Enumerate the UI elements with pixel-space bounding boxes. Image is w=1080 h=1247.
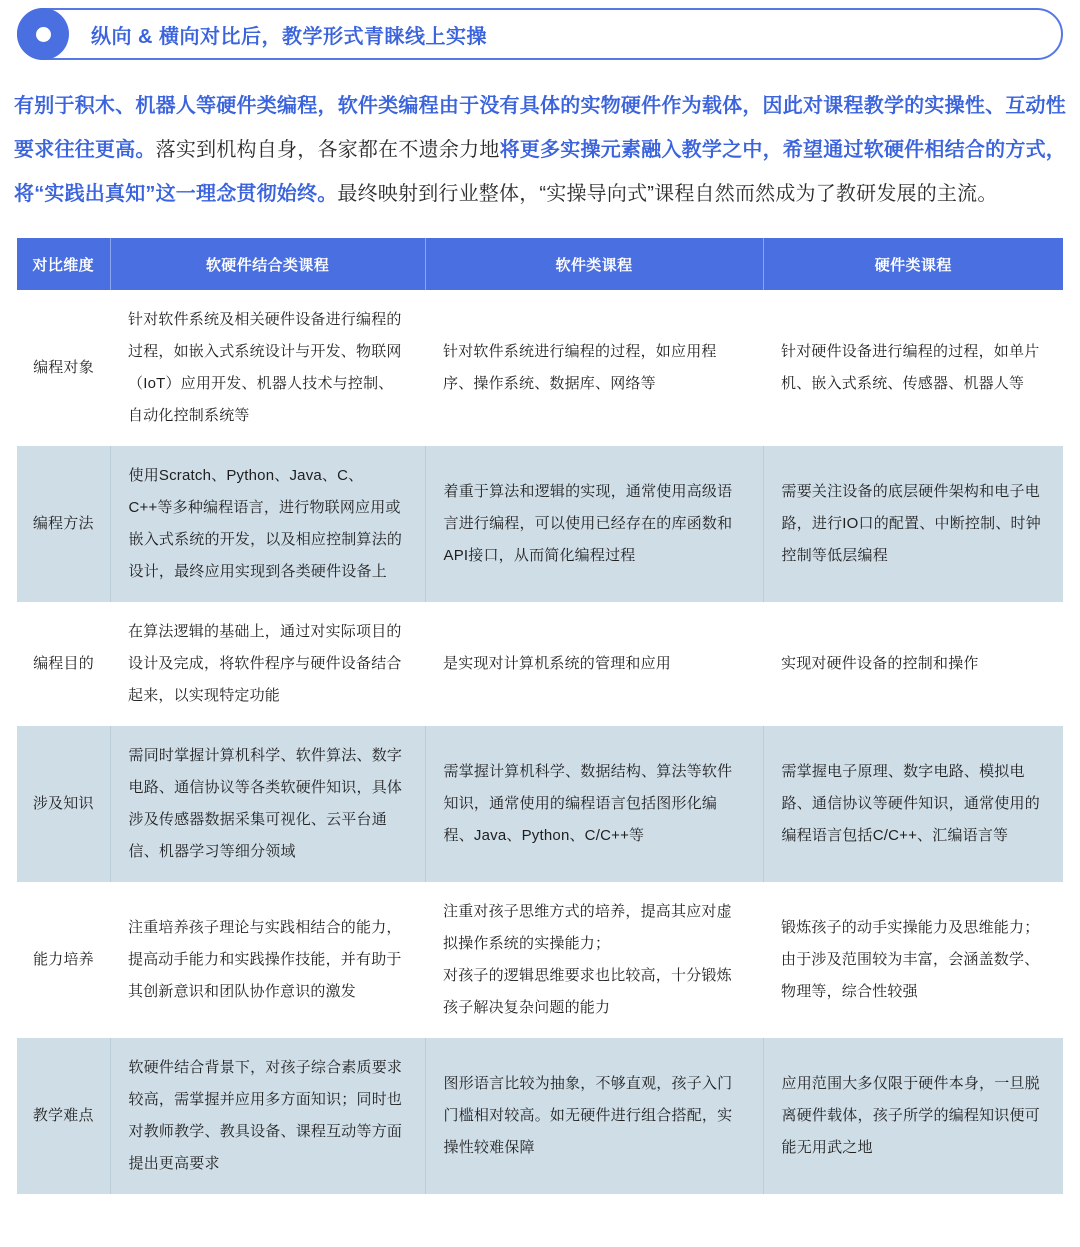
column-header-combined: 软硬件结合类课程 bbox=[110, 238, 425, 290]
cell-combined bbox=[110, 882, 425, 1038]
cell-hardware bbox=[763, 882, 1063, 1038]
cell-line: 注重对孩子思维方式的培养，提高其应对虚拟操作系统的实操能力； bbox=[443, 903, 732, 952]
cell-line: 针对硬件设备进行编程的过程，如单片机、嵌入式系统、传感器、机器人等 bbox=[781, 343, 1040, 392]
circle-inner-dot bbox=[36, 27, 51, 42]
column-header-hardware: 硬件类课程 bbox=[763, 238, 1063, 290]
cell-software bbox=[425, 882, 763, 1038]
table-row bbox=[17, 882, 1063, 1038]
table-body bbox=[17, 290, 1063, 1194]
cell-line: 使用Scratch、Python、Java、C、C++等多种编程语言，进行物联网应用或嵌入式系统的开发，以及相应控制算法的设计，最终应用实现到各类硬件设备上 bbox=[128, 467, 403, 580]
cell-dimension: 编程方法 bbox=[17, 446, 110, 602]
cell-line: 注重培养孩子理论与实践相结合的能力，提高动手能力和实践操作技能，并有助于其创新意识和团队协作意识的激发 bbox=[128, 919, 402, 1000]
cell-software bbox=[425, 726, 763, 882]
intro-segment-3: 最终映射到行业整体，“实操导向式”课程自然而然成为了教研发展的主流。 bbox=[337, 183, 998, 205]
intro-segment-2: 将更多实操元素融入教学之中，希望通过软硬件相结合的方式，将“实践出真知”这一理念贯彻始终。 bbox=[14, 139, 1066, 205]
cell-line: 需掌握电子原理、数字电路、模拟电路、通信协议等硬件知识，通常使用的编程语言包括C/C++、汇编语言等 bbox=[781, 763, 1040, 844]
cell-line: 图形语言比较为抽象，不够直观，孩子入门门槛相对较高。如无硬件进行组合搭配，实操性较难保障 bbox=[443, 1075, 733, 1156]
cell-line: 需同时掌握计算机科学、软件算法、数字电路、通信协议等各类软硬件知识，具体涉及传感器数据采集可视化、云平台通信、机器学习等细分领域 bbox=[128, 747, 403, 860]
cell-dimension: 编程目的 bbox=[33, 655, 94, 672]
cell-line: 需掌握计算机科学、数据结构、算法等软件知识，通常使用的编程语言包括图形化编程、Java、Python、C/C++等 bbox=[443, 763, 733, 844]
intro-paragraph bbox=[14, 84, 1066, 216]
cell-hardware bbox=[763, 290, 1063, 446]
cell-software bbox=[425, 602, 763, 726]
cell-line: 实现对硬件设备的控制和操作 bbox=[781, 655, 979, 672]
intro-segment-1: 落实到机构自身，各家都在不遗余力地 bbox=[155, 139, 500, 161]
cell-line: 由于涉及范围较为丰富，会涵盖数学、物理等，综合性较强 bbox=[781, 951, 1040, 1000]
cell-software bbox=[425, 1038, 763, 1194]
cell-dimension: 编程对象 bbox=[33, 359, 94, 376]
table-row bbox=[17, 1038, 1063, 1194]
cell-line: 需要关注设备的底层硬件架构和电子电路，进行IO口的配置、中断控制、时钟控制等低层编程 bbox=[781, 483, 1041, 564]
table-row bbox=[17, 290, 1063, 446]
section-heading-title: 纵向 & 横向对比后，教学形式青睐线上实操 bbox=[91, 25, 488, 48]
cell-line: 软硬件结合背景下，对孩子综合素质要求较高，需掌握并应用多方面知识；同时也对教师教学、教具设备、课程互动等方面提出更高要求 bbox=[128, 1059, 403, 1172]
cell-hardware bbox=[763, 602, 1063, 726]
cell-line: 对孩子的逻辑思维要求也比较高，十分锻炼孩子解决复杂问题的能力 bbox=[443, 967, 732, 1016]
table-header bbox=[17, 238, 1063, 290]
cell-line: 在算法逻辑的基础上，通过对实际项目的设计及完成，将软件程序与硬件设备结合起来，以实现特定功能 bbox=[128, 623, 402, 704]
cell-hardware bbox=[763, 726, 1063, 882]
cell-combined bbox=[110, 1038, 425, 1194]
table-row bbox=[17, 726, 1063, 882]
comparison-table-wrapper bbox=[17, 238, 1063, 1194]
cell-line: 应用范围大多仅限于硬件本身，一旦脱离硬件载体，孩子所学的编程知识便可能无用武之地 bbox=[781, 1075, 1040, 1156]
section-heading bbox=[17, 8, 1063, 60]
cell-line: 锻炼孩子的动手实操能力及思维能力； bbox=[781, 919, 1040, 936]
cell-combined bbox=[110, 602, 425, 726]
filled-circle-icon bbox=[17, 8, 69, 60]
cell-hardware bbox=[763, 446, 1063, 602]
table-header-row bbox=[17, 238, 1063, 290]
cell-combined bbox=[110, 726, 425, 882]
cell-dimension: 能力培养 bbox=[33, 951, 94, 968]
table-row bbox=[17, 602, 1063, 726]
cell-hardware bbox=[763, 1038, 1063, 1194]
table-row bbox=[17, 446, 1063, 602]
comparison-table bbox=[17, 238, 1063, 1194]
cell-software bbox=[425, 290, 763, 446]
cell-dimension: 教学难点 bbox=[17, 1038, 110, 1194]
cell-line: 针对软件系统及相关硬件设备进行编程的过程，如嵌入式系统设计与开发、物联网（IoT）应用开发、机器人技术与控制、自动化控制系统等 bbox=[128, 311, 402, 424]
cell-line: 是实现对计算机系统的管理和应用 bbox=[443, 655, 672, 672]
cell-combined bbox=[110, 446, 425, 602]
column-header-software: 软件类课程 bbox=[425, 238, 763, 290]
cell-dimension: 涉及知识 bbox=[17, 726, 110, 882]
cell-line: 针对软件系统进行编程的过程，如应用程序、操作系统、数据库、网络等 bbox=[443, 343, 717, 392]
cell-combined bbox=[110, 290, 425, 446]
column-header-dimension: 对比维度 bbox=[17, 238, 110, 290]
cell-software bbox=[425, 446, 763, 602]
intro-segment-0: 有别于积木、机器人等硬件类编程，软件类编程由于没有具体的实物硬件作为载体，因此对课程教学的实操性、互动性要求往往更高。 bbox=[14, 95, 1066, 161]
cell-line: 着重于算法和逻辑的实现，通常使用高级语言进行编程，可以使用已经存在的库函数和API接口，从而简化编程过程 bbox=[443, 483, 733, 564]
